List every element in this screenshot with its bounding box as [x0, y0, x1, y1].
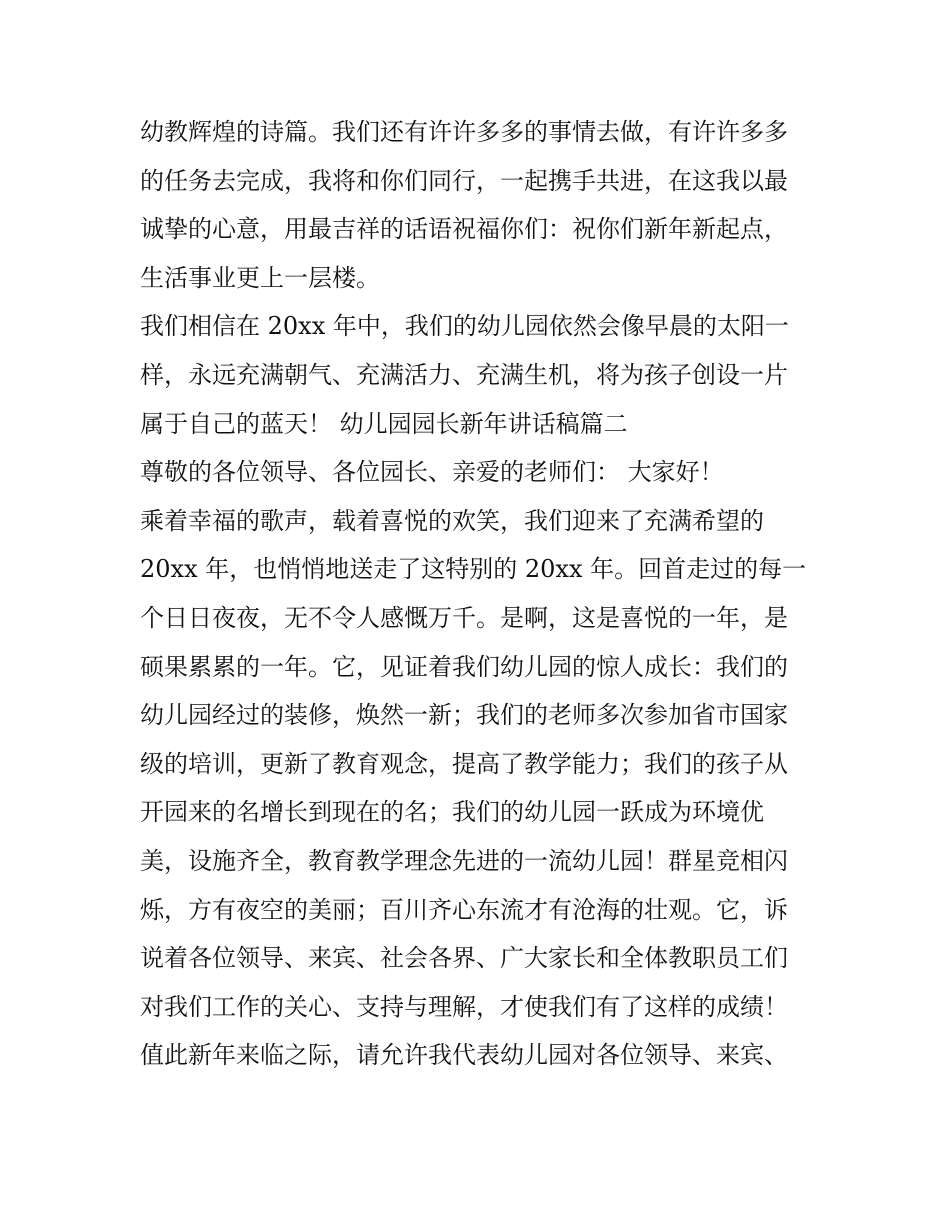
- text-line: 美，设施齐全，教育教学理念先进的一流幼儿园！群星竞相闪: [140, 846, 788, 875]
- text-line: 说着各位领导、来宾、社会各界、广大家长和全体教职员工们: [140, 944, 788, 973]
- text-line: 诚挚的心意，用最吉祥的话语祝福你们：祝你们新年新起点，: [140, 215, 788, 244]
- text-line: 个日日夜夜，无不令人感慨万千。是啊，这是喜悦的一年，是: [140, 603, 788, 632]
- text-line: 的任务去完成，我将和你们同行，一起携手共进，在这我以最: [140, 166, 788, 195]
- text-line: 20xx 年，也悄悄地送走了这特别的 20xx 年。回首走过的每一: [140, 555, 807, 584]
- text-line: 样，永远充满朝气、充满活力、充满生机，将为孩子创设一片: [140, 360, 788, 389]
- text-line: 对我们工作的关心、支持与理解，才使我们有了这样的成绩！: [140, 992, 788, 1021]
- document-body: [140, 108, 820, 1080]
- text-line: 属于自己的蓝天！ 幼儿园园长新年讲话稿篇二: [140, 409, 628, 438]
- text-line: 开园来的名增长到现在的名；我们的幼儿园一跃成为环境优: [140, 798, 764, 827]
- text-line: 生活事业更上一层楼。: [140, 263, 380, 292]
- text-line: 尊敬的各位领导、各位园长、亲爱的老师们： 大家好！: [140, 458, 724, 487]
- text-line: 乘着幸福的歌声，载着喜悦的欢笑，我们迎来了充满希望的: [140, 506, 764, 535]
- text-line: 幼教辉煌的诗篇。我们还有许许多多的事情去做，有许许多多: [140, 118, 788, 146]
- text-line: 我们相信在 20xx 年中，我们的幼儿园依然会像早晨的太阳一: [140, 312, 789, 341]
- text-line: 级的培训，更新了教育观念，提高了教学能力；我们的孩子从: [140, 749, 788, 778]
- text-line: 烁，方有夜空的美丽；百川齐心东流才有沧海的壮观。它，诉: [140, 895, 788, 924]
- text-line: 硕果累累的一年。它，见证着我们幼儿园的惊人成长：我们的: [140, 652, 788, 681]
- text-line: 幼儿园经过的装修，焕然一新；我们的老师多次参加省市国家: [140, 701, 788, 730]
- text-line: 值此新年来临之际，请允许我代表幼儿园对各位领导、来宾、: [140, 1041, 788, 1070]
